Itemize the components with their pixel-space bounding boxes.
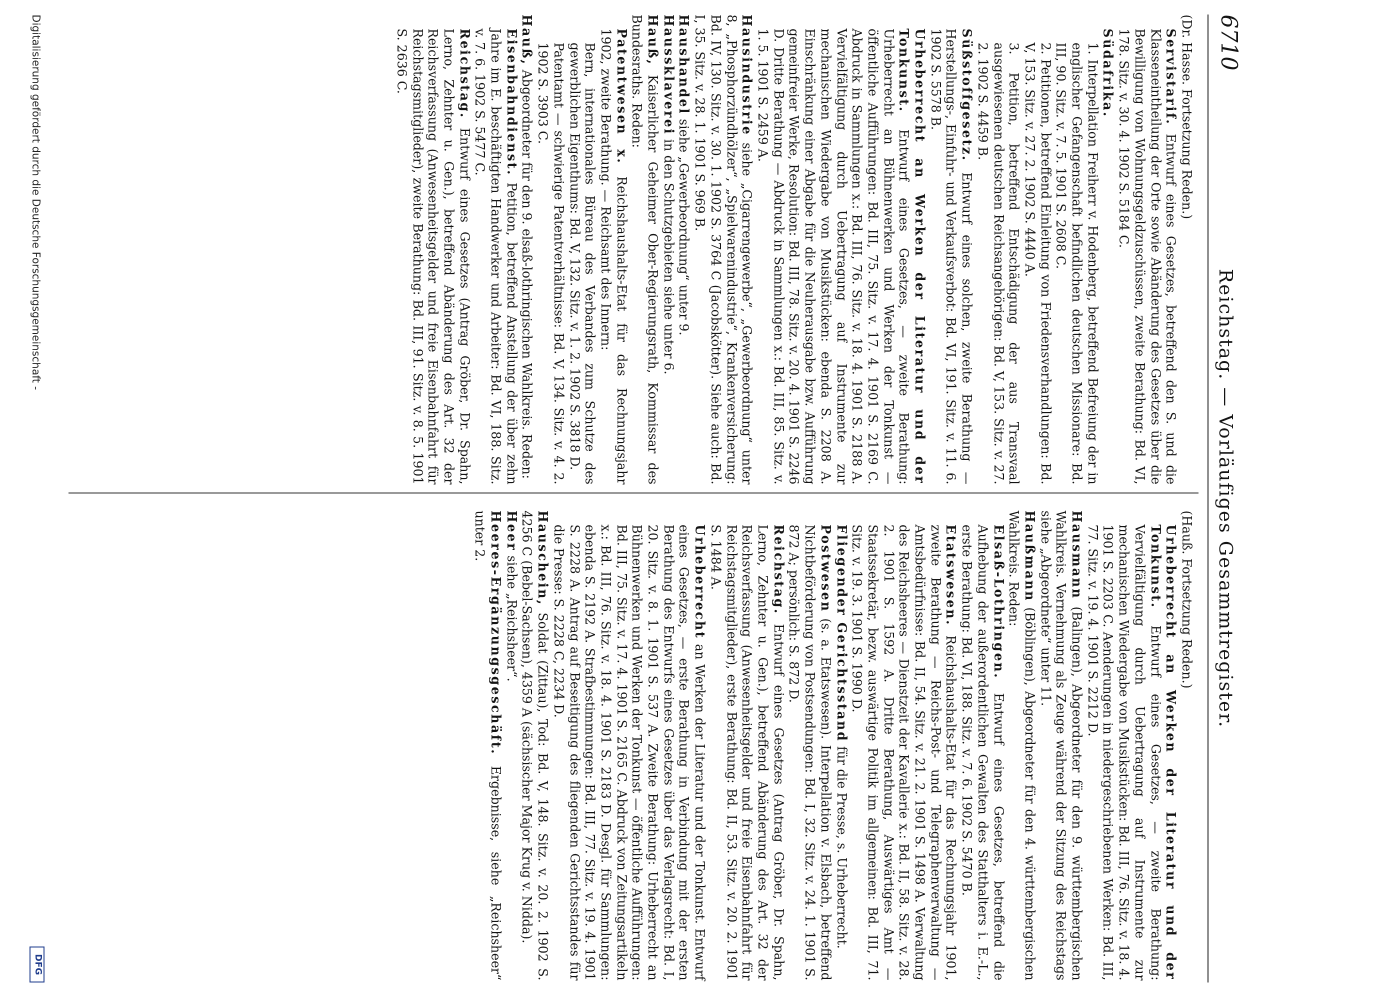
digitization-note: Digitalisierung gefördert durch die Deutsche Forschungsgemeinschaft - — [29, 14, 42, 391]
entry-heading: Eisenbahndienst. — [504, 28, 520, 177]
entry-text: Petition, betreffend Anstellung der über zehn Jahre im E. beschäftigten Handwerker und Arbeiter: Bd. VI, 188. Sitz. v. 7. 6. 1902 S. 5477 C. — [472, 28, 520, 485]
entry-text: Kaiserlicher Geheimer Ober-Regierungsrath, Kommissar des Bundesraths. Reden: — [629, 14, 661, 485]
entry-heading: Patentwesen x. — [614, 28, 630, 165]
left-column — [394, 15, 1195, 485]
entry-heading: Heeres-Ergänzungsgeschäft. — [488, 510, 504, 756]
index-entry — [755, 15, 928, 485]
footer — [30, 15, 42, 983]
index-entry — [975, 15, 1022, 485]
index-entry — [708, 511, 787, 981]
entry-heading: Urheberrecht — [692, 524, 708, 640]
index-entry — [472, 511, 503, 981]
entry-heading: Haußmann — [1022, 510, 1038, 602]
index-entry — [1037, 511, 1084, 981]
entry-text: Entwurf eines Gesetzes, — zweite Berathung: Urheberrecht an Bühnenwerken und Werken der Tonkunst — öffentliche Aufführungen: Bd. III, 75. Sitz. v. 17. 4. 1901 S. 2169 C. Abdruck in Sammlungen x.: Bd. III, 76. Sitz. v. 18. 4. 1901 S. 2188 A. Vervielfältigung durch Uebertragung auf Instrumente zur mechanischen Wiedergabe von Musikstücken: ebenda S. 2208 A. Einschränkung einer Abgabe für die Neuherausgabe bzw. Aufführung gemeinfreier Werke, Resolution: Bd. III, 78. Sitz. v. 20. 4. 1901 S. 2246 D. Dritte Berathung — Abdruck in Sammlungen x.: Bd. III, 85. Sitz. v. 1. 5. 1901 S. 2459 A. — [755, 28, 912, 485]
index-entry — [928, 15, 975, 485]
page-sheet — [26, 1, 1251, 1001]
index-entry — [1085, 511, 1179, 981]
entry-heading: Elsaß-Lothringen. — [991, 524, 1007, 680]
entry-text: Soldat (Zittau), Tod: Bd. V, 148. Sitz. v. 20. 2. 1902 S. 4256 C (Bebel-Sachsen), 4359 A (sächsischer Major Krug v. Nidda). — [519, 510, 551, 981]
index-entry — [629, 15, 660, 485]
entry-heading: Haussklaverei — [661, 14, 677, 136]
index-entry — [849, 511, 959, 981]
entry-text: Reichshaushalts-Etat für das Rechnungsjahr 1902, zweite Berathung. — Reichsamt des Innern: — [598, 28, 630, 485]
running-title: Reichstag. — Vorläufiges Gesammtregister. — [1214, 268, 1237, 729]
entry-heading: Reichstag. — [457, 28, 473, 119]
index-entry — [661, 15, 677, 485]
index-entry — [1179, 15, 1195, 485]
entry-text: an Werken der Literatur und der Tonkunst. Entwurf eines Gesetzes, — erste Berathung in Verbindung mit der ersten Berathung des Entwurfs eines Gesetzes über das Verlagsrecht: Bd. I, 20. Sitz. v. 8. 1. 1901 S. 537 A. Zweite Berathung: Urheberrecht an Bühnenwerken und Werken der Tonkunst — öffentliche Aufführungen: Bd. III, 75. Sitz. v. 17. 4. 1901 S. 2165 C. Abdruck von Zeitungsartikeln x.: Bd. III, 76. Sitz. v. 18. 4. 1901 S. 2183 D. Desgl. für Sammlungen: ebenda S. 2192 A. Strafbestimmungen: Bd. III, 77. Sitz. v. 19. 4. 1901 S. 2228 A. Antrag auf Beseitigung des fliegenden Gerichtsstandes für die Presse: S. 2228 C, 2234 D. — [551, 524, 708, 981]
index-entry — [1006, 511, 1037, 981]
entry-text: Ergebnisse, siehe „Reichsheer“ unter 2. — [472, 510, 504, 981]
entry-text: Entwurf eines Gesetzes (Antrag Gröber, Dr. Spahn, Lerno, Zehnter u. Gen.), betreffend Abänderung des Art. 32 der Reichsverfassung (Anwesenheitsgelder und freie Eisenbahnfahrt für Reichstagsmitglieder), erste Berathung: Bd. II, 53. Sitz. v. 20. 2. 1901 S. 1484 A. — [708, 524, 787, 981]
index-entry — [566, 15, 597, 485]
index-entry — [1100, 15, 1116, 485]
entry-heading: Hauß, — [519, 14, 535, 66]
index-entry — [1053, 15, 1100, 485]
index-entry — [472, 15, 519, 485]
entry-heading: Hauschein, — [535, 510, 551, 606]
index-entry — [1179, 511, 1195, 981]
entry-text: Entwurf eines Gesetzes, — zweite Berathung: Vervielfältigung durch Uebertragung auf Instrumente zur mechanischen Wiedergabe von Musikstücken: Bd. III, 76. Sitz. v. 18. 4. 1901 S. 2203 C. Aenderungen in niedergeschriebenen Werken: Bd. III, 77. Sitz. v. 19. 4. 1901 S. 2212 D. — [1085, 524, 1164, 981]
entry-text: (s. a. Etatswesen). Interpellation v. Elsbach, betreffend Nichtbeförderung von Postsendungen: Bd. I, 32. Sitz. v. 24. 1. 1901 S. 872 A; persönlich: S. 872 D. — [786, 524, 834, 981]
entry-heading: Etatswesen. — [943, 524, 959, 627]
entry-text: in den Schutzgebieten siehe unter 6. — [661, 139, 677, 375]
entry-heading: Hausindustrie — [739, 14, 755, 136]
index-entry — [1116, 15, 1179, 485]
entry-text: 1. Interpellation Freiherr v. Hodenberg, betreffend Befreiung der in englischer Gefangenschaft befindlichen deutschen Missionare: Bd. III, 90. Sitz. v. 7. 5. 1901 S. 2608 C. — [1053, 42, 1101, 485]
entry-text: Patentamt — schwierige Patentverhältnisse: Bd. V, 134. Sitz. v. 4. 2. 1902 S. 3903 C. — [535, 42, 567, 485]
dfg-logo-icon: DFG — [30, 947, 45, 983]
index-entry — [598, 15, 629, 485]
entry-text: für die Presse, s. Urheberrecht. — [834, 746, 850, 949]
entry-text: 2. Petitionen, betreffend Einleitung von Friedensverhandlungen: Bd. V, 153. Sitz. v. 27. 2. 1902 S. 4440 A. — [1022, 42, 1054, 485]
index-entry — [786, 511, 833, 981]
index-entry — [519, 511, 550, 981]
entry-heading: Hausmann — [1069, 510, 1085, 600]
running-header — [1208, 15, 1243, 983]
entry-text: Entwurf eines Gesetzes, betreffend die Aufhebung der außerordentlichen Gewalten des Statthalters i. E.-L., erste Berathung: Bd. VI, 188. Sitz. v. 7. 6. 1902 S. 5470 B. — [959, 524, 1007, 981]
entry-text: siehe „Cigarrengewerbe“, „Gewerbeordnung“ unter 8, „Phosphorzündhölzer“, „Spielwarenindustrie“, Krankenversicherung: Bd. IV, 130. Sitz. v. 30. 1. 1902 S. 3764 C (Jacobskötter). Siehe auch: Bd. I, 35. Sitz. v. 28. 1. 1901 S. 969 B. — [692, 14, 755, 485]
entry-heading: Urheberrecht an Werken der Literatur und der Tonkunst. — [896, 28, 928, 485]
entry-heading: Hauß, — [645, 14, 661, 66]
entry-text: Reichshaushalts-Etat für das Rechnungsjahr 1901, zweite Berathung — Reichs-Post- und Telegraphenverwaltung — Amtsbedürfnisse: Bd. II, 54. Sitz. v. 21. 2. 1901 S. 1498 A. Verwaltung des Reichsheeres — Dienstzeit der Kavallerie x.: Bd. II, 58. Sitz. v. 28. 2. 1901 S. 1592 A. Dritte Berathung, Auswärtiges Amt — Staatssekretär, bezw. auswärtige Politik im allgemeinen: Bd. III, 71. Sitz. v. 19. 3. 1901 S. 1990 D. — [849, 524, 959, 981]
entry-heading: Reichstag. — [771, 524, 787, 615]
index-entry — [692, 15, 755, 485]
entry-heading: Urheberrecht an Werken der Literatur und der Tonkunst. — [1148, 524, 1179, 981]
column-divider — [69, 493, 1199, 494]
entry-text: (Dr. Hasse. Fortsetzung Reden.) — [1179, 14, 1195, 220]
entry-heading: Postwesen — [818, 524, 834, 613]
index-entry — [1022, 15, 1053, 485]
index-entry — [535, 15, 566, 485]
entry-text: Abgeordneter für den 9. elsaß-lothringischen Wahlkreis. Reden: — [519, 69, 535, 479]
index-entry — [504, 511, 520, 981]
index-entry — [676, 15, 692, 485]
entry-text: Bern, internationales Büreau des Verbandes zum Schutze des gewerblichen Eigenthums: Bd. V, 132. Sitz. v. 1. 2. 1902 S. 3818 D. — [567, 42, 598, 485]
entry-heading: Süßstoffgesetz. — [959, 28, 975, 162]
entry-heading: Servistarif. — [1163, 28, 1179, 126]
index-entry — [833, 511, 849, 981]
index-entry — [394, 15, 473, 485]
index-entry — [551, 511, 708, 981]
entry-text: (Böblingen), Abgeordneter für den 4. württembergischen Wahlkreis. Reden: — [1006, 510, 1038, 981]
entry-heading: Südafrika. — [1100, 28, 1116, 118]
right-column — [472, 511, 1194, 981]
entry-heading: Haushandel — [677, 14, 692, 115]
entry-text: 3. Petition, betreffend Entschädigung der aus Transvaal ausgewiesenen deutschen Reichsangehörigen: Bd. V, 153. Sitz. v. 27. 2. 1902 S. 4459 B. — [975, 42, 1022, 485]
entry-text: (Hauß. Fortsetzung Reden.) — [1179, 510, 1195, 689]
entry-text: siehe „Gewerbeordnung“ unter 9. — [677, 118, 692, 336]
entry-text: Entwurf eines Gesetzes (Antrag Gröber, Dr. Spahn, Lerno, Zehnter u. Gen.), betreffend Abänderung des Art. 32 der Reichsverfassung (Anwesenheitsgelder und freie Eisenbahnfahrt für Reichstagsmitglieder), zweite Berathung: Bd. III, 91. Sitz. v. 8. 5. 1901 S. 2636 C. — [394, 28, 473, 485]
entry-text: (Balingen), Abgeordneter für den 9. württembergischen Wahlkreis. Vernehmung als Zeuge während der Sitzung des Reichstags siehe „Abgeordnete“ unter 11. — [1038, 510, 1085, 981]
entry-heading: Fliegender Gerichtsstand — [834, 524, 850, 743]
index-entry — [519, 15, 535, 485]
entry-text: siehe „Reichsheer“. — [504, 555, 520, 682]
index-entry — [959, 511, 1006, 981]
entry-text: Entwurf eines solchen, zweite Berathung — Herstellungs-, Einfuhr- und Verkaufsverbot: Bd. VI, 191. Sitz. v. 11. 6. 1902 S. 5578 B. — [928, 28, 975, 485]
entry-heading: Heer — [504, 510, 520, 552]
page-number: 6710 — [1215, 14, 1241, 71]
entry-text: Entwurf eines Gesetzes, betreffend den S. und die Klasseneintheilung der Orte sowie Abänderung des Gesetzes über die Bewilligung von Wohnungsgeldzuschüssen, zweite Berathung: Bd. VI, 178. Sitz. v. 30. 4. 1902 S. 5184 C. — [1116, 28, 1179, 485]
